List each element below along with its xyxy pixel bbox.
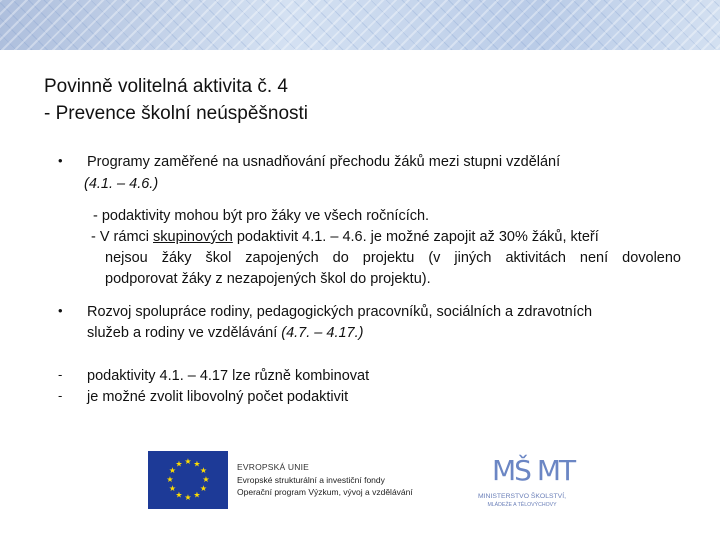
svg-text:★: ★ bbox=[184, 493, 192, 502]
eu-flag-logo bbox=[148, 451, 228, 509]
msmt-line-1: MINISTERSTVO ŠKOLSTVÍ, bbox=[478, 493, 566, 500]
svg-text:★: ★ bbox=[193, 490, 201, 500]
item-2-ref: (4.7. – 4.17.) bbox=[281, 325, 364, 341]
msmt-line-2: MLÁDEŽE A TĚLOVÝCHOVY bbox=[487, 502, 557, 508]
sub-line-3: nejsou žáky škol zapojených do projektu (v jiných aktivitách není dovoleno bbox=[105, 250, 681, 266]
svg-text:★: ★ bbox=[166, 475, 174, 484]
svg-text:★: ★ bbox=[175, 459, 183, 469]
item-2-line-2-text: služeb a rodiny ve vzdělávání bbox=[87, 325, 282, 341]
sub-line-2 bbox=[91, 227, 681, 248]
svg-text:★: ★ bbox=[199, 466, 208, 475]
item-4-text: je možné zvolit libovolný počet podaktivit bbox=[87, 389, 349, 405]
svg-text:★: ★ bbox=[193, 459, 201, 469]
item-1-text: Programy zaměřené na usnadňování přechodu žáků mezi stupni vzdělání bbox=[87, 154, 561, 170]
sub-line-4: podporovat žáky z nezapojených škol do projektu). bbox=[105, 271, 431, 287]
sub-line-2-post: podaktivit 4.1. – 4.6. je možné zapojit až 30% žáků, kteří bbox=[232, 229, 599, 245]
dash-bullet-1: - bbox=[58, 367, 63, 382]
item-2-line-2 bbox=[87, 323, 363, 344]
title-line-1: Povinně volitelná aktivita č. 4 bbox=[44, 76, 288, 97]
slide-title bbox=[44, 73, 684, 127]
msmt-logo bbox=[464, 455, 580, 511]
eu-line-3: Operační program Výzkum, vývoj a vzdělávání bbox=[237, 487, 413, 497]
sub-line-1: - podaktivity mohou být pro žáky ve všech ročnících. bbox=[93, 208, 430, 224]
msmt-mark: MŠ MT bbox=[492, 454, 575, 487]
svg-text:★: ★ bbox=[175, 490, 183, 500]
eu-text-block bbox=[237, 461, 457, 499]
svg-text:★: ★ bbox=[184, 457, 192, 466]
eu-line-2: Evropské strukturální a investiční fondy bbox=[237, 474, 385, 485]
header-decorative-band bbox=[0, 0, 720, 50]
item-2-line-1: Rozvoj spolupráce rodiny, pedagogických pracovníků, sociálních a zdravotních bbox=[87, 304, 593, 320]
svg-text:★: ★ bbox=[168, 484, 177, 493]
item-1-ref: (4.1. – 4.6.) bbox=[84, 176, 159, 192]
item-3-text: podaktivity 4.1. – 4.17 lze různě kombinovat bbox=[87, 368, 370, 384]
bullet-2: • bbox=[58, 303, 63, 318]
eu-stars-icon bbox=[148, 451, 228, 509]
svg-text:★: ★ bbox=[202, 475, 210, 484]
title-line-2: - Prevence školní neúspěšnosti bbox=[44, 103, 309, 124]
bullet-1: • bbox=[58, 153, 63, 168]
svg-text:★: ★ bbox=[199, 484, 208, 493]
sub-line-2-underlined: skupinových bbox=[153, 229, 233, 245]
logo-strip bbox=[148, 451, 578, 513]
dash-bullet-2: - bbox=[58, 388, 63, 403]
sub-line-2-pre: - V rámci bbox=[91, 229, 154, 245]
eu-line-1: EVROPSKÁ UNIE bbox=[237, 462, 310, 472]
svg-text:★: ★ bbox=[168, 466, 177, 475]
